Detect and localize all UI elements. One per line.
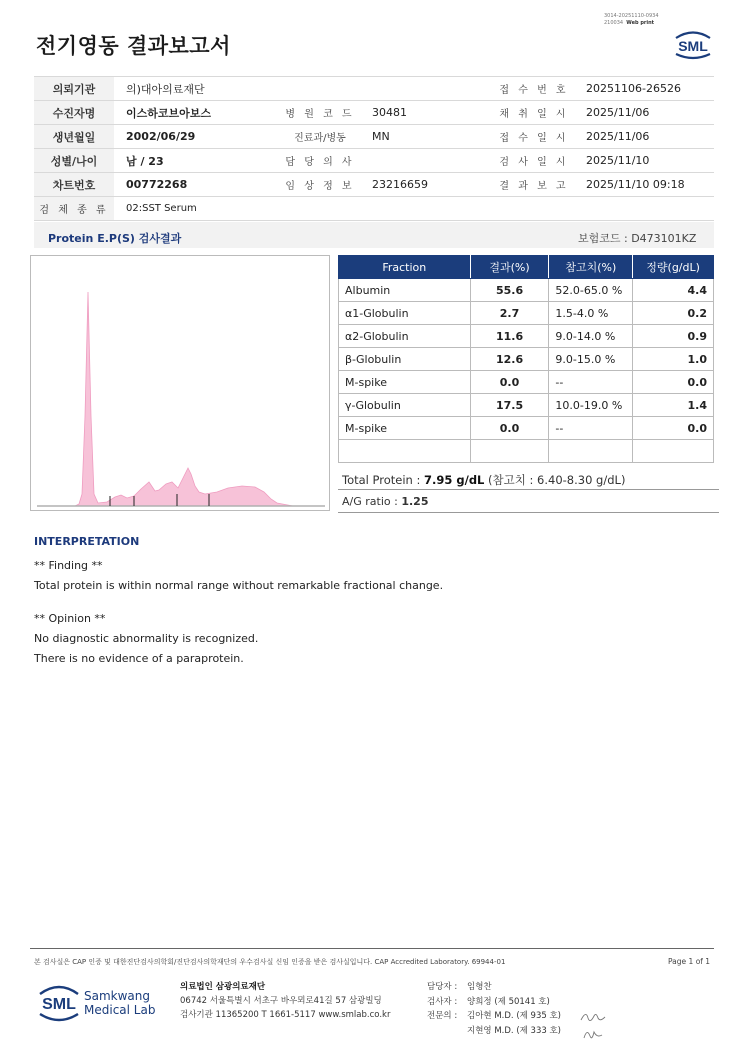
densitometry-curve	[39, 292, 323, 506]
table-row	[339, 348, 714, 371]
interpretation-heading: INTERPRETATION	[34, 535, 140, 548]
info-label: 검 체 종 류	[34, 197, 114, 221]
info-label: 의뢰기관	[34, 77, 114, 101]
fraction-amount: 1.4	[633, 394, 714, 417]
info-value	[360, 77, 494, 101]
info-row	[34, 125, 714, 149]
info-label: 병 원 코 드	[280, 101, 360, 125]
fraction-result: 0.0	[470, 417, 549, 440]
fraction-amount: 0.0	[633, 417, 714, 440]
info-value: 2025/11/06	[574, 101, 714, 125]
staff-role: 전문의 :	[427, 1011, 458, 1021]
fraction-amount: 0.2	[633, 302, 714, 325]
organization-info	[180, 980, 390, 1022]
fraction-reference: 10.0-19.0 %	[549, 394, 633, 417]
ag-ratio-label: A/G ratio :	[342, 495, 398, 508]
info-value: 23216659	[360, 173, 494, 197]
info-value: 30481	[360, 101, 494, 125]
info-row	[34, 101, 714, 125]
fraction-reference: --	[549, 371, 633, 394]
fraction-result: 12.6	[470, 348, 549, 371]
info-value: 20251106-26526	[574, 77, 714, 101]
info-label: 진료과/병동	[280, 125, 360, 149]
info-label: 임 상 정 보	[280, 173, 360, 197]
fraction-name: α2-Globulin	[339, 325, 471, 348]
fraction-name: α1-Globulin	[339, 302, 471, 325]
info-value: 이스하코브아보스	[114, 101, 280, 125]
staff-row	[427, 1024, 561, 1039]
fraction-amount: 4.4	[633, 279, 714, 302]
info-label	[280, 77, 360, 101]
column-header: Fraction	[339, 256, 471, 279]
finding-label: ** Finding **	[34, 559, 103, 572]
signature-icon	[578, 1008, 608, 1044]
sml-logo-icon	[670, 26, 716, 62]
fraction-name: M-spike	[339, 371, 471, 394]
info-label: 접 수 일 시	[494, 125, 574, 149]
fraction-name: β-Globulin	[339, 348, 471, 371]
column-header: 참고치(%)	[549, 256, 633, 279]
table-row	[339, 417, 714, 440]
fraction-name: Albumin	[339, 279, 471, 302]
fraction-amount	[633, 440, 714, 463]
staff-name: 양희정 (제 50141 호)	[467, 996, 550, 1007]
opinion-line-1: No diagnostic abnormality is recognized.	[34, 632, 259, 645]
info-value: 2025/11/10	[574, 149, 714, 173]
total-protein-reference: (참고치 : 6.40-8.30 g/dL)	[488, 473, 626, 487]
opinion-label: ** Opinion **	[34, 612, 106, 625]
fraction-reference: 52.0-65.0 %	[549, 279, 633, 302]
fraction-name	[339, 440, 471, 463]
ag-ratio-value: 1.25	[401, 495, 429, 508]
info-row	[34, 197, 714, 221]
fraction-reference: 9.0-15.0 %	[549, 348, 633, 371]
info-label: 차트번호	[34, 173, 114, 197]
info-value: 02:SST Serum	[114, 197, 280, 221]
info-label: 담 당 의 사	[280, 149, 360, 173]
staff-role: 검사자 :	[427, 996, 458, 1007]
info-row	[34, 173, 714, 197]
staff-name: 임형찬	[467, 982, 492, 992]
info-label: 검 사 일 시	[494, 149, 574, 173]
footer-divider	[30, 948, 714, 949]
svg-text:SML: SML	[42, 996, 76, 1013]
info-value: 2025/11/06	[574, 125, 714, 149]
info-label: 생년월일	[34, 125, 114, 149]
table-row	[339, 371, 714, 394]
fraction-result: 55.6	[470, 279, 549, 302]
document-id-line1: 3014-20251110-0934	[604, 13, 659, 19]
info-row	[34, 77, 714, 101]
staff-row	[427, 995, 561, 1010]
staff-row	[427, 980, 561, 995]
fraction-result: 11.6	[470, 325, 549, 348]
sml-footer-logo-icon	[36, 980, 82, 1024]
document-id	[604, 13, 659, 27]
fraction-reference: 1.5-4.0 %	[549, 302, 633, 325]
opinion-line-2: There is no evidence of a paraprotein.	[34, 652, 244, 665]
fraction-result: 2.7	[470, 302, 549, 325]
page-number: Page 1 of 1	[668, 957, 711, 966]
section-title: Protein E.P(S) 검사결과	[48, 232, 182, 245]
total-protein	[342, 472, 625, 488]
fraction-name: M-spike	[339, 417, 471, 440]
table-row	[339, 440, 714, 463]
fraction-amount: 0.0	[633, 371, 714, 394]
info-label: 성별/나이	[34, 149, 114, 173]
column-header: 정량(g/dL)	[633, 256, 714, 279]
fraction-reference	[549, 440, 633, 463]
info-value: 2025/11/10 09:18	[574, 173, 714, 197]
results-table	[338, 255, 714, 463]
info-label: 결 과 보 고	[494, 173, 574, 197]
electrophoresis-graph	[31, 256, 329, 510]
fraction-result	[470, 440, 549, 463]
finding-text: Total protein is within normal range without remarkable fractional change.	[34, 579, 444, 592]
column-header: 결과(%)	[470, 256, 549, 279]
divider	[338, 512, 719, 513]
info-value: 의)대아의료재단	[114, 77, 280, 101]
fraction-reference: --	[549, 417, 633, 440]
total-protein-value: 7.95 g/dL	[424, 473, 485, 487]
staff-name: 지현영 M.D. (제 333 호)	[467, 1025, 562, 1036]
footer-brand	[84, 989, 155, 1017]
report-title: 전기영동 결과보고서	[36, 34, 231, 58]
staff-role: 담당자 :	[427, 982, 458, 992]
brand-line-2: Medical Lab	[84, 1003, 156, 1017]
info-label: 접 수 번 호	[494, 77, 574, 101]
info-value: 00772268	[114, 173, 280, 197]
brand-line-1: Samkwang	[84, 989, 150, 1003]
staff-list	[427, 980, 561, 1038]
table-row	[339, 394, 714, 417]
electrophoresis-chart	[30, 255, 330, 511]
fraction-result: 17.5	[470, 394, 549, 417]
info-value: 남 / 23	[114, 149, 280, 173]
web-print-label: Web print	[626, 20, 655, 26]
patient-info-table	[34, 76, 714, 221]
info-label: 수진자명	[34, 101, 114, 125]
staff-name: 김아현 M.D. (제 935 호)	[467, 1011, 562, 1021]
info-label: 채 취 일 시	[494, 101, 574, 125]
accreditation-note: 본 검사실은 CAP 인증 및 대한진단검사의학회/진단검사의학재단의 우수검사실 신임 인증을 받은 검사실입니다. CAP Accredited Laboratory. 69944-01	[34, 958, 506, 966]
ag-ratio	[342, 495, 428, 508]
organization-contact: 검사기관 11365200 T 1661-5117 www.smlab.co.kr	[180, 1010, 391, 1020]
table-row	[339, 279, 714, 302]
info-value: MN	[360, 125, 494, 149]
fraction-name: γ-Globulin	[339, 394, 471, 417]
table-row	[339, 325, 714, 348]
organization-address: 06742 서울특별시 서초구 바우뫼로41길 57 삼광빌딩	[180, 996, 382, 1006]
insurance-code: 보험코드 : D473101KZ	[578, 232, 697, 245]
info-row	[34, 149, 714, 173]
fraction-amount: 0.9	[633, 325, 714, 348]
total-protein-label: Total Protein :	[342, 473, 421, 487]
info-value	[360, 149, 494, 173]
divider	[338, 489, 719, 490]
fraction-result: 0.0	[470, 371, 549, 394]
results-header-row	[339, 256, 714, 279]
document-id-line2: 210034	[604, 20, 624, 26]
info-value: 2002/06/29	[114, 125, 280, 149]
fraction-reference: 9.0-14.0 %	[549, 325, 633, 348]
fraction-amount: 1.0	[633, 348, 714, 371]
organization-name: 의료법인 삼광의료재단	[180, 982, 266, 992]
svg-text:SML: SML	[678, 38, 708, 54]
staff-row	[427, 1009, 561, 1024]
table-row	[339, 302, 714, 325]
